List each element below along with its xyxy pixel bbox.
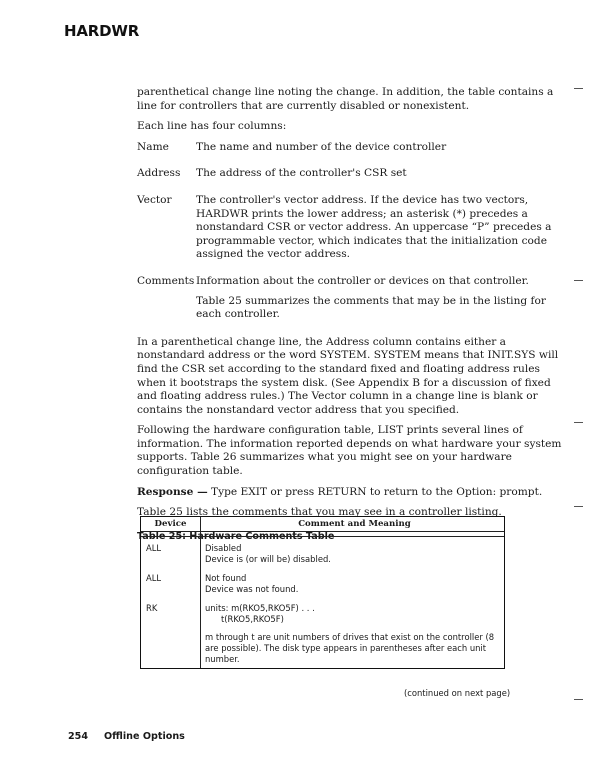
cell-device: ALL <box>141 567 201 597</box>
table-row <box>141 597 504 668</box>
margin-mark <box>574 422 583 423</box>
columns-intro: Each line has four columns: <box>137 120 287 133</box>
definition-term: Vector <box>137 193 172 206</box>
definition-term: Address <box>137 167 181 180</box>
comment-title: units: m(RKO5,RKO5F) . . . <box>205 603 315 613</box>
hardware-comments-table <box>140 516 505 669</box>
definition-desc: The address of the controller's CSR set <box>196 167 407 180</box>
cell-comment <box>201 537 504 567</box>
table-row <box>141 537 504 567</box>
continued-note: (continued on next page) <box>404 688 511 698</box>
definition-desc: Information about the controller or devices on that controller. <box>196 274 529 287</box>
definition-term: Comments <box>137 274 195 287</box>
margin-mark <box>574 506 583 507</box>
cell-device: ALL <box>141 537 201 567</box>
definition-name <box>137 141 562 161</box>
change-line-paragraph: In a parenthetical change line, the Address column contains either a nonstandard address or the word SYSTEM. SYSTEM means that INIT.SYS will find the CSR set according to the standard fixed and floating address rules when it bootstraps the system disk. (See Appendix B for a discussion of fixed and floating address rules.) The Vector column in a change line is blank or contains the nonstandard vector address that you specified. <box>137 335 559 416</box>
definition-desc-note: Table 25 summarizes the comments that may be in the listing for each controller. <box>196 294 546 321</box>
comment-title: Disabled <box>205 543 242 553</box>
definition-desc: The name and number of the device controller <box>196 140 447 153</box>
definition-address <box>137 167 562 187</box>
table-header <box>141 517 504 532</box>
margin-mark <box>574 280 583 281</box>
definition-desc: The controller's vector address. If the device has two vectors, HARDWR prints the lower address; an asterisk (*) precedes a nonstandard CSR or vector address. An uppercase “P” precedes a programmable vector, which indicates that the initialization code assigned the vector address. <box>196 193 552 261</box>
response-label: Response — <box>137 485 208 498</box>
cell-comment <box>201 597 504 668</box>
page-number: 254 <box>68 731 89 742</box>
definition-term: Name <box>137 140 169 153</box>
margin-mark <box>574 699 583 700</box>
column-definitions <box>137 141 562 328</box>
header-comment: Comment and Meaning <box>298 519 411 529</box>
cell-device: RK <box>141 597 201 668</box>
header-device: Device <box>141 517 201 531</box>
definition-comments <box>137 275 562 328</box>
table-intro: Table 25 lists the comments that you may see in a controller listing. <box>137 506 502 519</box>
comment-title-cont: t(RKO5,RKO5F) <box>221 614 284 624</box>
following-paragraph: Following the hardware configuration table, LIST prints several lines of information. The information reported depends on what hardware your system supports. Table 26 summarizes what you might see on your hardware configuration table. <box>137 424 562 478</box>
page-footer <box>68 731 185 742</box>
section-title: Offline Options <box>104 731 185 742</box>
table-caption: Table 25: Hardware Comments Table <box>137 530 335 542</box>
table-row <box>141 567 504 597</box>
page-content <box>137 86 562 543</box>
response-text: Type EXIT or press RETURN to return to the Option: prompt. <box>207 485 543 498</box>
comment-meaning: m through t are unit numbers of drives that exist on the controller (8 are possible). The disk type appears in parentheses after each unit number. <box>205 632 495 664</box>
definition-vector <box>137 194 562 268</box>
comment-meaning: Device is (or will be) disabled. <box>205 554 331 564</box>
response-paragraph <box>137 486 562 500</box>
comment-title: Not found <box>205 573 247 583</box>
running-head: HARDWR <box>64 22 140 40</box>
margin-mark <box>574 88 583 89</box>
intro-paragraph: parenthetical change line noting the change. In addition, the table contains a line for controllers that are currently disabled or nonexistent. <box>137 86 554 112</box>
comment-meaning: Device was not found. <box>205 584 299 594</box>
cell-comment <box>201 567 504 597</box>
